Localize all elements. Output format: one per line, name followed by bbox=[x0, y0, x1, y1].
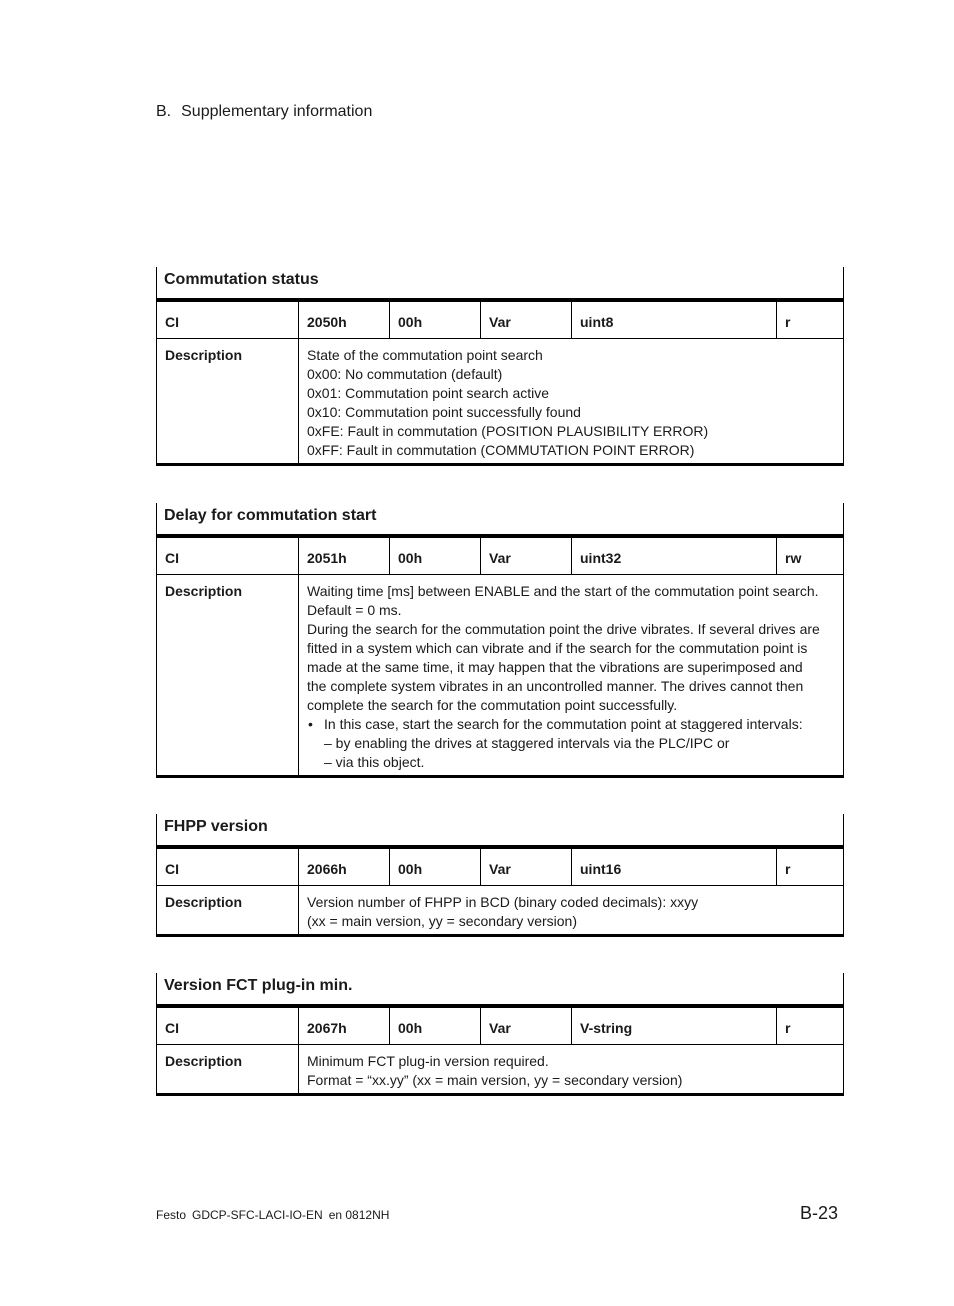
ci-access: r bbox=[785, 314, 791, 330]
ci-index: 2067h bbox=[299, 1008, 390, 1044]
table-ci-row bbox=[156, 302, 844, 339]
sub-item: – via this object. bbox=[324, 754, 425, 770]
table-description-row bbox=[156, 575, 844, 778]
table-ci-row bbox=[156, 1008, 844, 1045]
section-number: B. bbox=[156, 103, 172, 120]
object-table-delay-commutation-start bbox=[156, 503, 844, 778]
ci-label: CI bbox=[157, 849, 299, 885]
description-text bbox=[299, 575, 843, 775]
description-line: Format = “xx.yy” (xx = main version, yy = secondary version) bbox=[307, 1072, 683, 1088]
object-table-fct-plugin-version bbox=[156, 973, 844, 1096]
ci-index: 2051h bbox=[299, 538, 390, 574]
description-line: 0xFF: Fault in commutation (COMMUTATION POINT ERROR) bbox=[307, 442, 695, 458]
sub-item: – by enabling the drives at staggered intervals via the PLC/IPC or bbox=[324, 735, 730, 751]
description-line: complete the search for the commutation point successfully. bbox=[307, 697, 678, 713]
description-line: fitted in a system which can vibrate and if the search for the commutation point is bbox=[307, 640, 808, 656]
footer-doc-id: GDCP-SFC-LACI-IO-EN bbox=[192, 1208, 323, 1222]
description-line: 0x00: No commutation (default) bbox=[307, 366, 503, 382]
page-number: B-23 bbox=[799, 1203, 838, 1223]
ci-class: Var bbox=[481, 302, 572, 338]
ci-subindex: 00h bbox=[390, 538, 481, 574]
ci-label: CI bbox=[157, 1008, 299, 1044]
description-line: Default = 0 ms. bbox=[307, 602, 402, 618]
footer-lang-rev: en 0812NH bbox=[328, 1208, 390, 1222]
table-title: Delay for commutation start bbox=[156, 503, 844, 538]
description-line: 0x01: Commutation point search active bbox=[307, 385, 550, 401]
ci-type: uint8 bbox=[572, 302, 777, 338]
table-ci-row bbox=[156, 538, 844, 575]
table-title: Version FCT plug-in min. bbox=[156, 973, 844, 1008]
section-header bbox=[156, 103, 372, 121]
description-line: made at the same time, it may happen that the vibrations are superimposed and bbox=[307, 659, 803, 675]
footer-doc-info bbox=[156, 1208, 395, 1222]
description-label: Description bbox=[157, 339, 299, 463]
description-line: Version number of FHPP in BCD (binary coded decimals): xxyy bbox=[307, 894, 699, 910]
description-label: Description bbox=[157, 575, 299, 775]
ci-type: uint32 bbox=[572, 538, 777, 574]
ci-subindex: 00h bbox=[390, 849, 481, 885]
ci-class: Var bbox=[481, 538, 572, 574]
ci-type: uint16 bbox=[572, 849, 777, 885]
bullet-item: • In this case, start the search for the commutation point at staggered intervals: bbox=[307, 715, 835, 734]
description-label: Description bbox=[157, 1045, 299, 1093]
description-line: During the search for the commutation point the drive vibrates. If several drives are bbox=[307, 621, 820, 637]
section-title: Supplementary information bbox=[181, 103, 373, 120]
ci-label: CI bbox=[157, 538, 299, 574]
description-text bbox=[299, 1045, 843, 1093]
description-line: 0xFE: Fault in commutation (POSITION PLAUSIBILITY ERROR) bbox=[307, 423, 709, 439]
object-table-fhpp-version bbox=[156, 814, 844, 937]
description-line: the complete system vibrates in an uncontrolled manner. The drives cannot then bbox=[307, 678, 804, 694]
object-table-commutation-status bbox=[156, 267, 844, 466]
ci-access: r bbox=[785, 1020, 791, 1036]
table-title: FHPP version bbox=[156, 814, 844, 849]
table-description-row bbox=[156, 339, 844, 466]
ci-subindex: 00h bbox=[390, 302, 481, 338]
description-line: Minimum FCT plug-in version required. bbox=[307, 1053, 549, 1069]
ci-access: r bbox=[785, 861, 791, 877]
ci-label: CI bbox=[157, 302, 299, 338]
footer-brand: Festo bbox=[156, 1208, 187, 1222]
ci-index: 2066h bbox=[299, 849, 390, 885]
description-text bbox=[299, 339, 843, 463]
description-line: 0x10: Commutation point successfully found bbox=[307, 404, 581, 420]
description-line: (xx = main version, yy = secondary version) bbox=[307, 913, 577, 929]
description-label: Description bbox=[157, 886, 299, 934]
ci-type: V-string bbox=[572, 1008, 777, 1044]
description-line: Waiting time [ms] between ENABLE and the start of the commutation point search. bbox=[307, 583, 819, 599]
description-line: State of the commutation point search bbox=[307, 347, 543, 363]
table-ci-row bbox=[156, 849, 844, 886]
ci-subindex: 00h bbox=[390, 1008, 481, 1044]
table-title: Commutation status bbox=[156, 267, 844, 302]
ci-access: rw bbox=[785, 550, 802, 566]
ci-class: Var bbox=[481, 849, 572, 885]
ci-class: Var bbox=[481, 1008, 572, 1044]
ci-index: 2050h bbox=[299, 302, 390, 338]
table-description-row bbox=[156, 1045, 844, 1096]
table-description-row bbox=[156, 886, 844, 937]
description-text bbox=[299, 886, 843, 934]
